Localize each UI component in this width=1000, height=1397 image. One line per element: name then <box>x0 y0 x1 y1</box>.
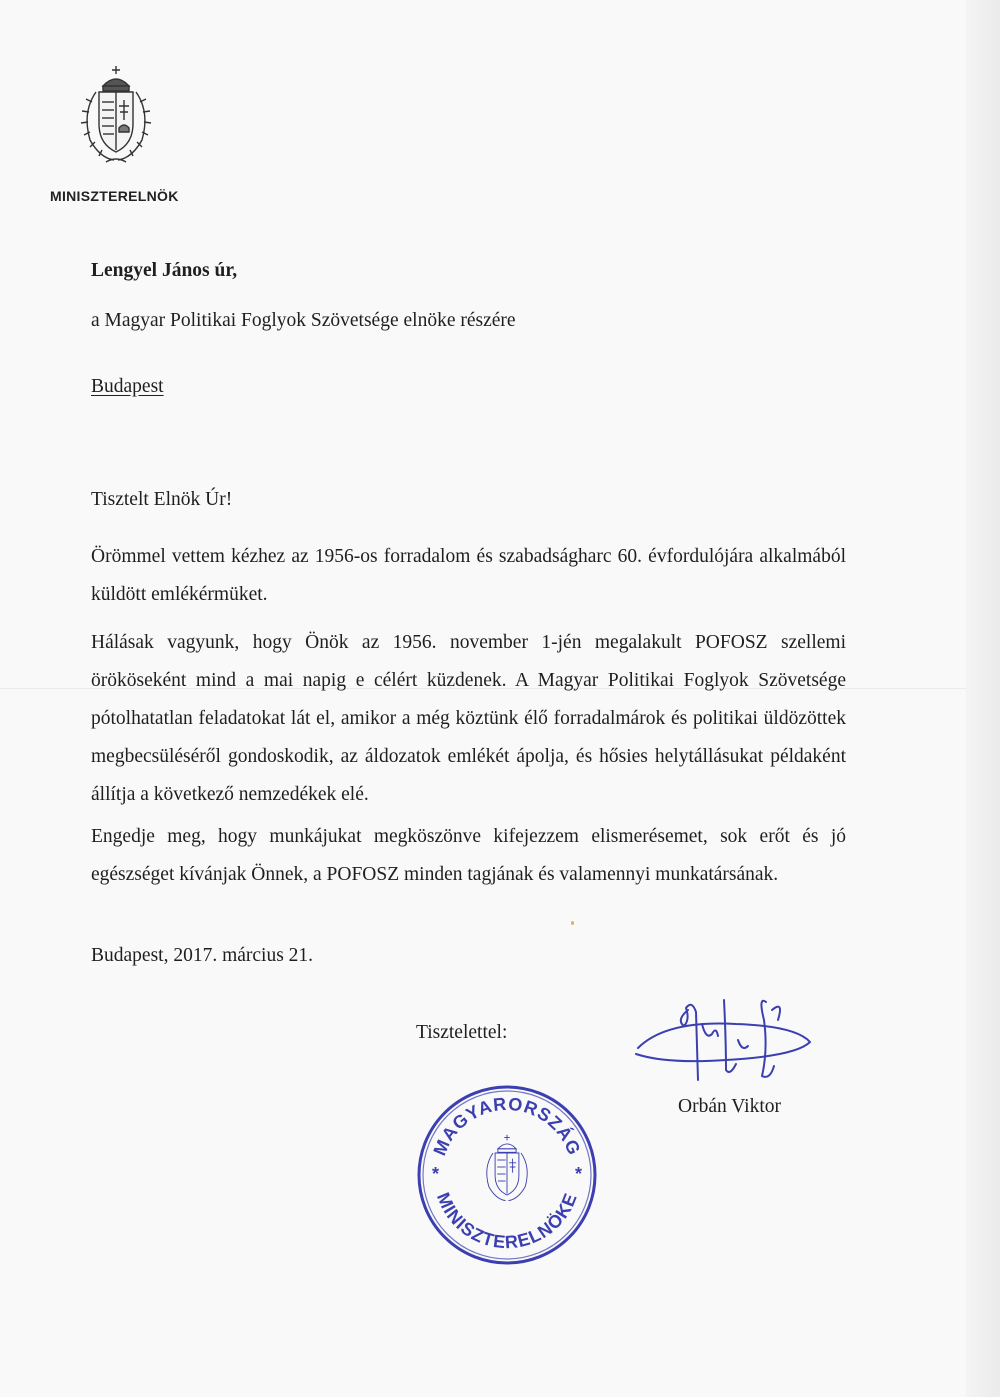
recipient-name: Lengyel János úr, <box>91 260 238 281</box>
paragraph: Hálásak vagyunk, hogy Önök az 1956. november 1-jén megalakult POFOSZ szellemi örököseként mind a mai napig e célért küzdenek. A Magyar Politikai Foglyok Szövetsége pótolhatatlan feladatokat lát el, amikor a még köztünk élő forradalmárok és politikai üldözöttek megbecsüléséről gondoskodik, az áldozatok emlékét ápolja, és hősies helytállásukat példaként állítja a következő nemzedékek elé. <box>91 632 846 805</box>
recipient-city: Budapest <box>91 376 164 397</box>
recipient-role: a Magyar Politikai Foglyok Szövetsége elnöke részére <box>91 310 516 331</box>
stamp-bottom-text: MINISZTERELNÖKE <box>432 1189 582 1253</box>
paper-edge <box>966 0 1000 1397</box>
signature-icon <box>626 980 816 1090</box>
coat-of-arms-icon <box>66 62 166 172</box>
salutation: Tisztelt Elnök Úr! <box>91 489 233 510</box>
svg-text:*: * <box>575 1164 584 1184</box>
closing-line: Tisztelettel: <box>416 1022 508 1043</box>
svg-text:*: * <box>432 1164 441 1184</box>
official-stamp <box>412 1080 602 1270</box>
ministry-label: MINISZTERELNÖK <box>50 188 179 204</box>
paragraph: Örömmel vettem kézhez az 1956-os forradalom és szabadságharc 60. évfordulójára alkalmából küldött emlékérmüket. <box>91 546 846 605</box>
paper-speck <box>571 921 574 925</box>
paragraph: Engedje meg, hogy munkájukat megköszönve kifejezzem elismerésemet, sok erőt és jó egészséget kívánjak Önnek, a POFOSZ minden tagjának és valamennyi munkatársának. <box>91 826 846 885</box>
stamp-top-text: MAGYARORSZÁG <box>429 1093 585 1159</box>
letter-date: Budapest, 2017. március 21. <box>91 945 314 966</box>
signer-name: Orbán Viktor <box>678 1096 781 1117</box>
